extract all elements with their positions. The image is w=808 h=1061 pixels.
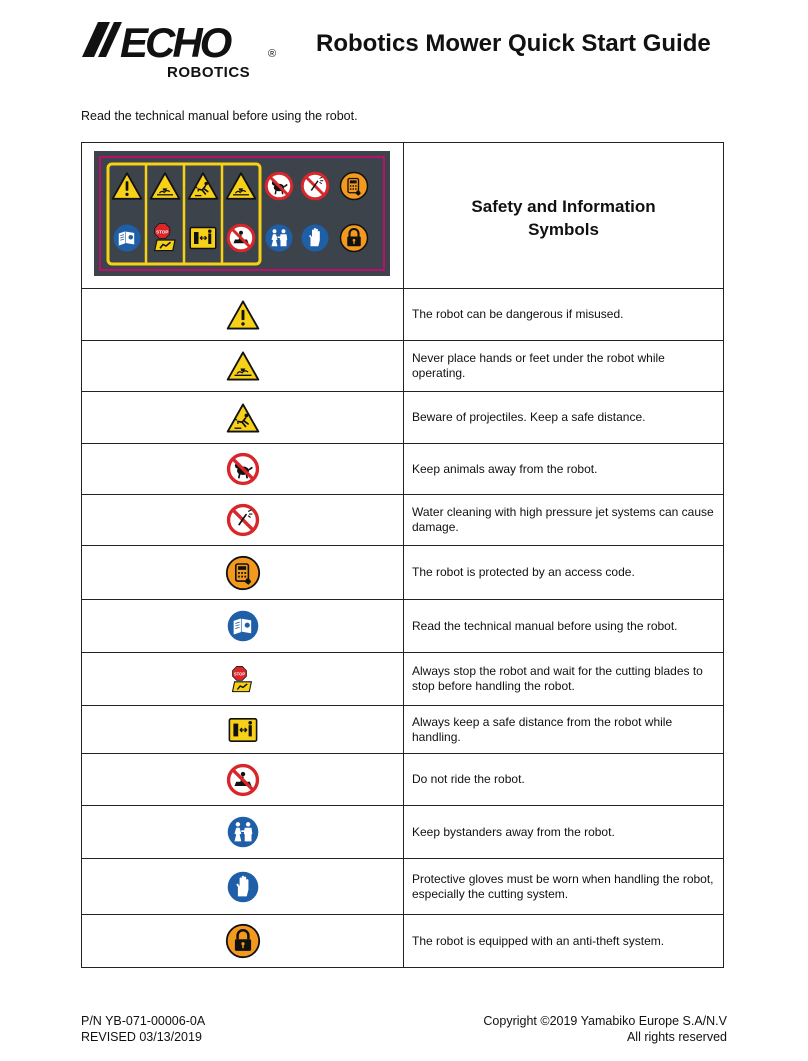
- header-row: [82, 143, 724, 289]
- symbol-description: The robot is equipped with an anti-theft system.: [404, 915, 724, 968]
- echo-robotics-logo: [80, 17, 280, 79]
- symbols-panel-cell: [82, 143, 404, 289]
- section-title-line2: Symbols: [528, 219, 599, 239]
- footer-copyright: [483, 1013, 727, 1045]
- page-title: Robotics Mower Quick Start Guide: [316, 30, 711, 57]
- symbol-description: Read the technical manual before using the robot.: [404, 600, 724, 653]
- copyright-text: Copyright ©2019 Yamabiko Europe S.A/N.V: [483, 1014, 727, 1028]
- table-row: [82, 341, 724, 392]
- footer-part-info: [81, 1013, 205, 1045]
- projectile-warning-icon: [226, 402, 260, 434]
- symbol-description: Water cleaning with high pressure jet systems can cause damage.: [404, 495, 724, 546]
- table-row: [82, 546, 724, 600]
- table-row: [82, 653, 724, 706]
- keep-bystanders-away-icon: [226, 815, 260, 849]
- symbol-description: Keep bystanders away from the robot.: [404, 806, 724, 859]
- no-water-jet-icon: [226, 503, 260, 537]
- logo-wordmark: ECHO: [120, 19, 230, 66]
- table-row: [82, 706, 724, 754]
- symbol-description: Never place hands or feet under the robot while operating.: [404, 341, 724, 392]
- symbol-description: Keep animals away from the robot.: [404, 444, 724, 495]
- symbol-description: Always keep a safe distance from the robot while handling.: [404, 706, 724, 754]
- symbol-description: The robot is protected by an access code.: [404, 546, 724, 600]
- table-row: [82, 289, 724, 341]
- section-title-line1: Safety and Information: [471, 196, 656, 216]
- stop-blades-icon: [229, 661, 257, 697]
- table-row: [82, 806, 724, 859]
- anti-theft-lock-icon: [225, 923, 261, 959]
- no-riding-icon: [226, 763, 260, 797]
- part-number: P/N YB-071-00006-0A: [81, 1014, 206, 1028]
- symbol-description: Beware of projectiles. Keep a safe distance.: [404, 392, 724, 444]
- symbols-table: [81, 142, 724, 968]
- table-row: [82, 915, 724, 968]
- intro-text: Read the technical manual before using the robot.: [81, 109, 358, 123]
- table-row: [82, 444, 724, 495]
- table-row: [82, 392, 724, 444]
- table-row: [82, 600, 724, 653]
- logo-subtitle: ROBOTICS: [167, 64, 251, 79]
- logo-stripes: [82, 22, 122, 57]
- logo-registered-mark: ®: [268, 48, 277, 60]
- hand-foot-under-robot-warning-icon: [226, 350, 260, 382]
- symbol-description: Always stop the robot and wait for the cutting blades to stop before handling the robot.: [404, 653, 724, 706]
- table-row: [82, 859, 724, 915]
- table-row: [82, 754, 724, 806]
- section-title: [404, 191, 723, 241]
- symbol-description: Do not ride the robot.: [404, 754, 724, 806]
- table-row: [82, 495, 724, 546]
- no-animals-icon: [226, 452, 260, 486]
- symbols-panel-image: [94, 151, 390, 276]
- safe-distance-icon: [227, 714, 259, 746]
- header-title-cell: [404, 143, 724, 289]
- rights-text: All rights reserved: [626, 1030, 727, 1044]
- symbol-description: Protective gloves must be worn when handling the robot, especially the cutting system.: [404, 859, 724, 915]
- read-manual-icon: [226, 609, 260, 643]
- warning-icon: [226, 299, 260, 331]
- revised-date: REVISED 03/13/2019: [81, 1030, 202, 1044]
- access-code-icon: [225, 555, 261, 591]
- wear-gloves-icon: [226, 870, 260, 904]
- symbol-description: The robot can be dangerous if misused.: [404, 289, 724, 341]
